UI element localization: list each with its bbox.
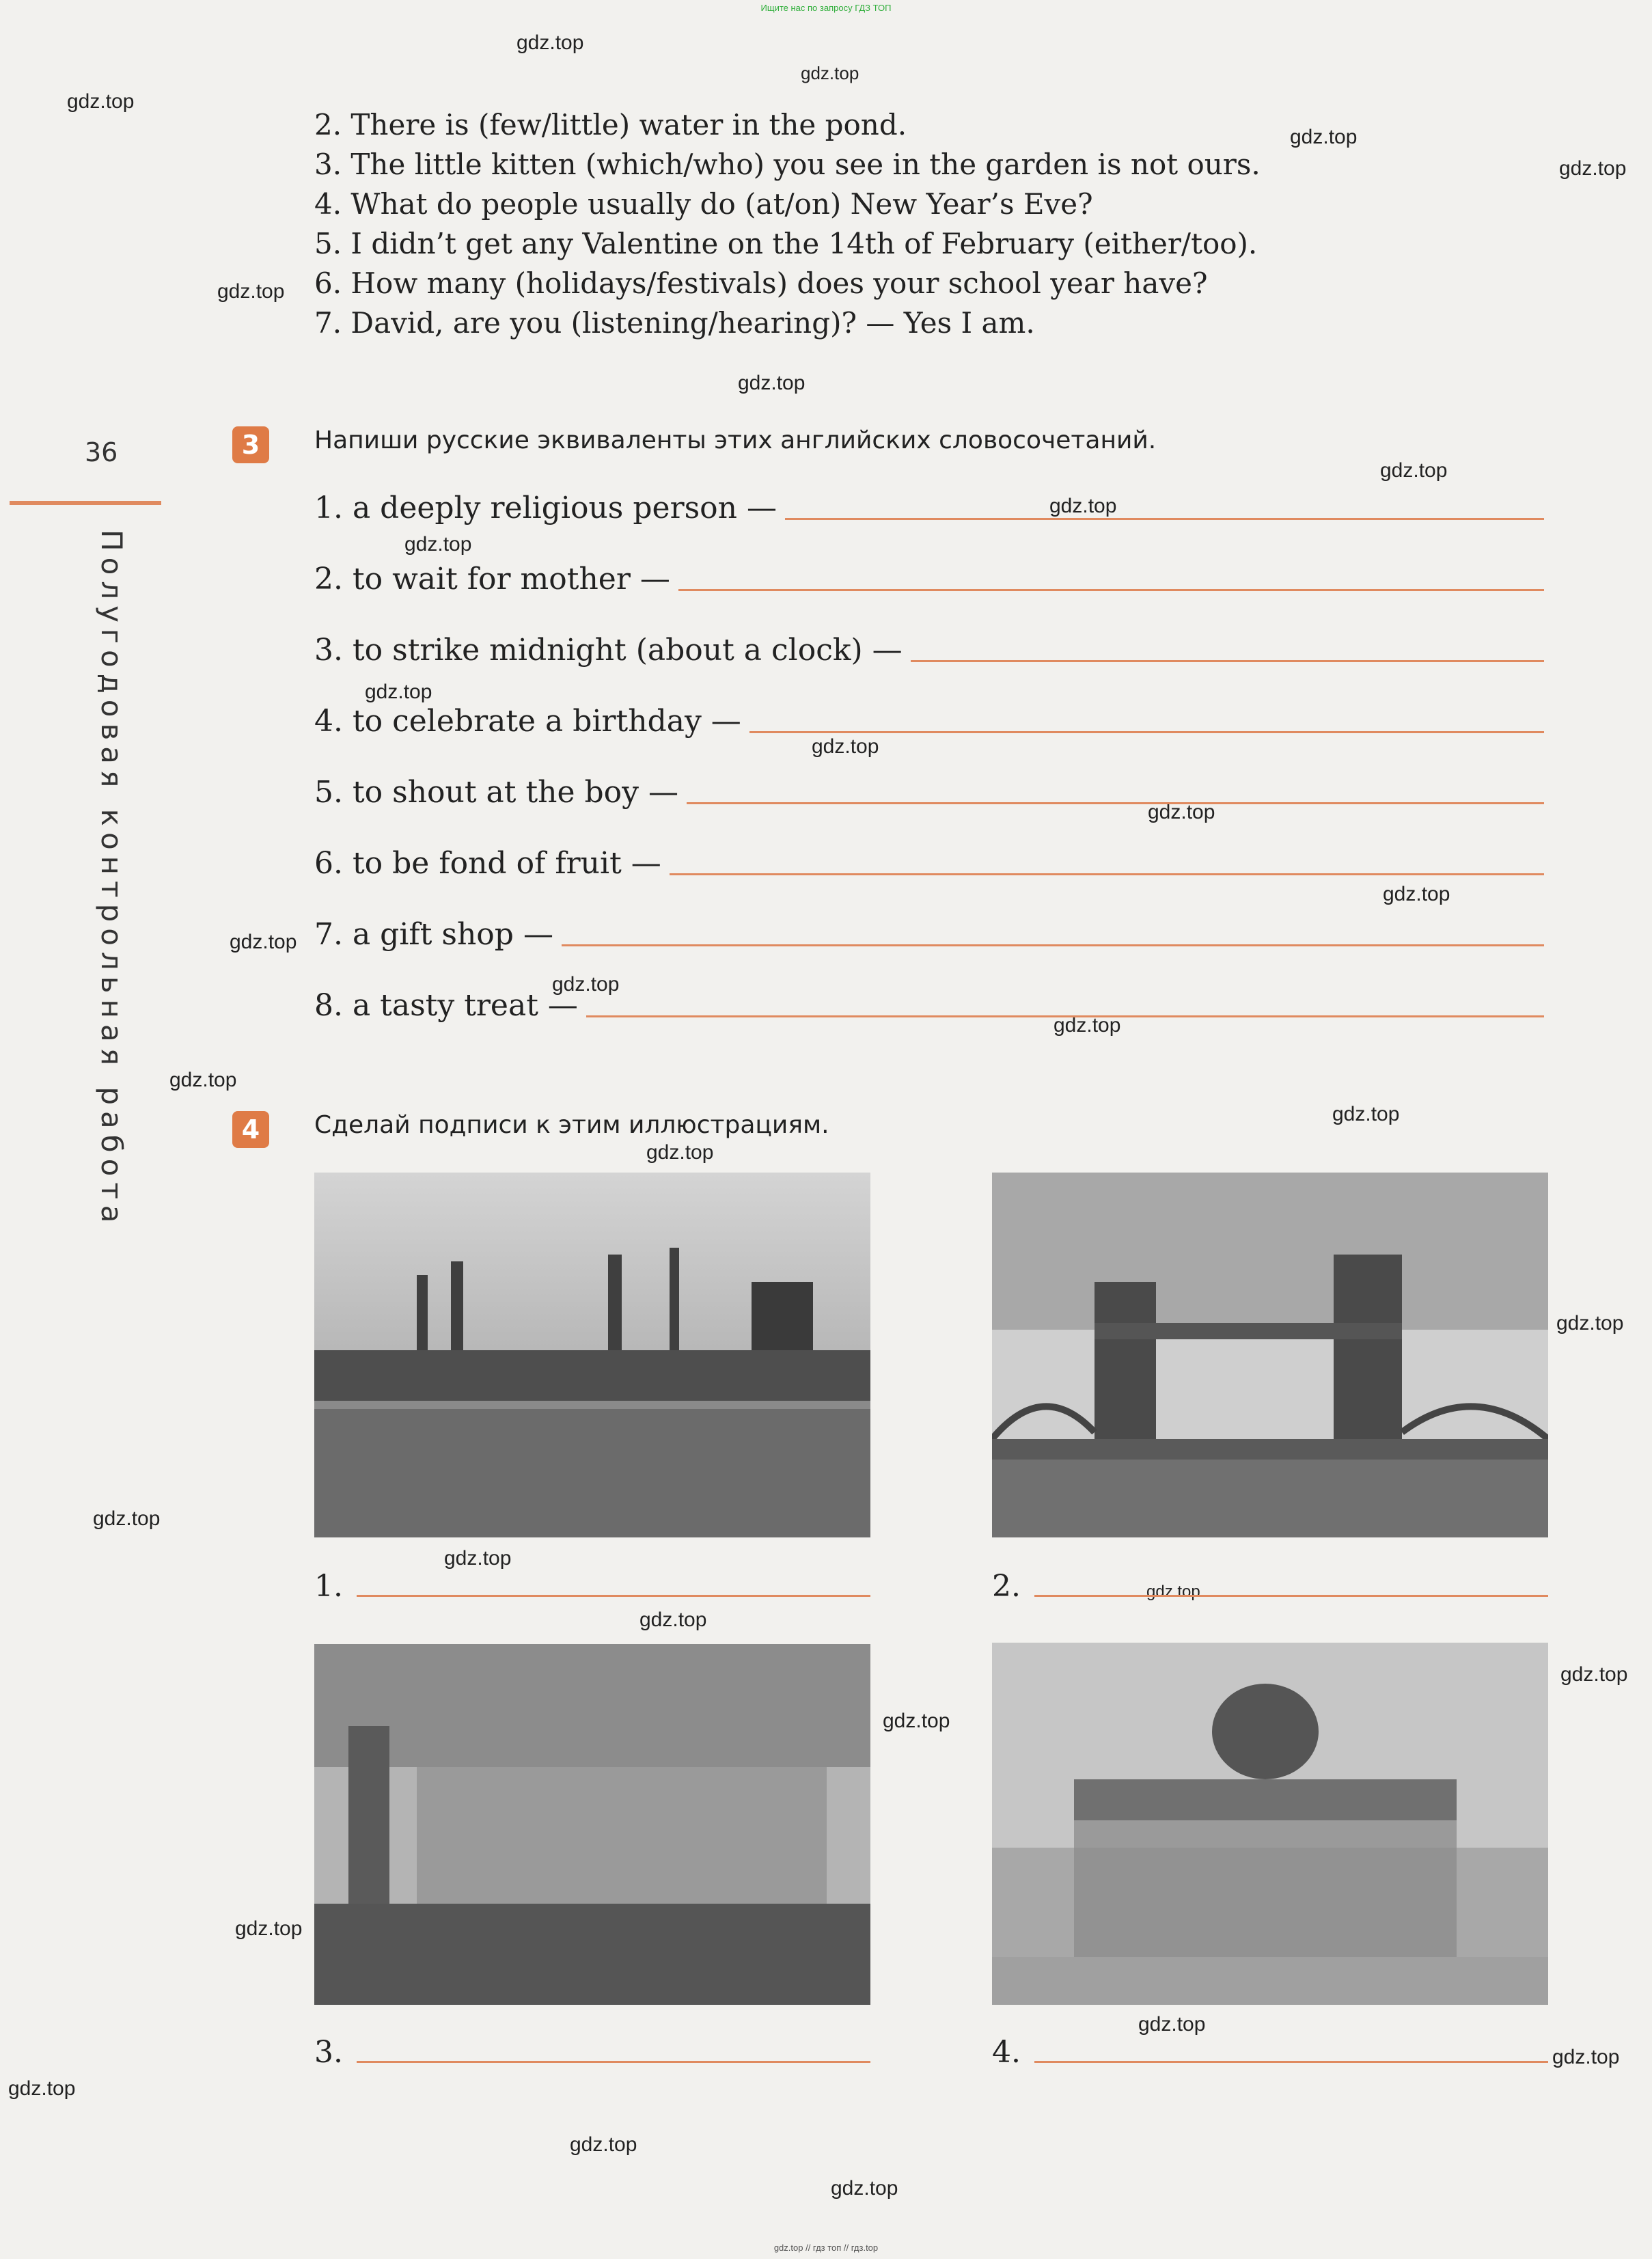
watermark: gdz.top (1148, 801, 1215, 823)
watermark: gdz.top (230, 931, 297, 953)
caption-number: 1. (314, 1569, 343, 1604)
watermark: gdz.top (831, 2177, 898, 2200)
answer-line[interactable] (785, 517, 1544, 520)
exercise3-phrase: 6. to be fond of fruit — (314, 846, 661, 881)
answer-line[interactable] (670, 873, 1544, 875)
exercise3-phrase: 5. to shout at the boy — (314, 775, 678, 810)
exercise2-item: 4. What do people usually do (at/on) New Year’s Eve? (314, 187, 1093, 221)
exercise2-item: 6. How many (holidays/festivals) does your school year have? (314, 266, 1208, 300)
exercise3-row (314, 491, 1544, 525)
watermark: gdz.top (1559, 157, 1627, 180)
exercise4-number-badge: 4 (232, 1111, 269, 1148)
caption-line[interactable] (357, 2060, 870, 2063)
watermark: gdz.top (1552, 2046, 1620, 2068)
watermark: gdz.top (1332, 1103, 1400, 1125)
page-number: 36 (85, 437, 118, 467)
exercise3-phrase: 8. a tasty treat — (314, 988, 578, 1023)
watermark: gdz.top (404, 533, 472, 556)
watermark: gdz.top (217, 280, 285, 303)
photo-buckingham-palace (314, 1644, 870, 2005)
answer-line[interactable] (911, 659, 1544, 662)
watermark: gdz.top (1054, 1014, 1121, 1037)
exercise3-row (314, 704, 1544, 739)
photo-national-gallery (992, 1643, 1548, 2005)
exercise3-instruction: Напиши русские эквиваленты этих английских словосочетаний. (314, 426, 1157, 454)
watermark: gdz.top (67, 90, 135, 113)
bottom-banner[interactable]: gdz.top // гдз топ // гдз.top (773, 2243, 879, 2253)
exercise3-row (314, 775, 1544, 810)
caption-row (314, 2035, 870, 2070)
watermark: gdz.top (8, 2077, 76, 2100)
exercise3-phrase: 4. to celebrate a birthday — (314, 704, 741, 739)
caption-row (992, 1569, 1548, 1604)
exercise3-row (314, 917, 1544, 952)
exercise3-phrase: 2. to wait for mother — (314, 562, 670, 597)
caption-line[interactable] (1034, 1594, 1548, 1597)
answer-line[interactable] (562, 944, 1544, 946)
watermark: gdz.top (1290, 126, 1358, 148)
exercise4-instruction: Сделай подписи к этим иллюстрациям. (314, 1111, 829, 1139)
exercise3-phrase: 1. a deeply religious person — (314, 491, 777, 525)
exercise3-phrase: 3. to strike midnight (about a clock) — (314, 633, 903, 668)
caption-line[interactable] (357, 1594, 870, 1597)
watermark: gdz.top (646, 1141, 714, 1164)
answer-line[interactable] (678, 588, 1544, 591)
exercise3-row (314, 633, 1544, 668)
exercise3-row (314, 846, 1544, 881)
watermark: gdz.top (1556, 1312, 1624, 1334)
caption-row (314, 1569, 870, 1604)
exercise3-number-badge: 3 (232, 426, 269, 463)
watermark: gdz.top (93, 1507, 161, 1530)
watermark: gdz.top (235, 1917, 303, 1940)
side-section-label: Полугодовая контрольная работа (95, 530, 128, 1229)
watermark: gdz.top (801, 63, 859, 83)
watermark: gdz.top (552, 973, 620, 996)
exercise2-item: 3. The little kitten (which/who) you see in the garden is not ours. (314, 148, 1261, 181)
exercise2-item: 5. I didn’t get any Valentine on the 14th of February (either/too). (314, 227, 1258, 260)
caption-number: 2. (992, 1569, 1021, 1604)
watermark: gdz.top (738, 372, 806, 394)
watermark: gdz.top (883, 1710, 950, 1732)
watermark: gdz.top (1383, 883, 1450, 905)
top-banner[interactable]: Ищите нас по запросу ГДЗ ТОП (760, 3, 892, 13)
margin-rule (10, 501, 161, 505)
watermark: gdz.top (1380, 459, 1448, 482)
exercise3-phrase: 7. a gift shop — (314, 917, 553, 952)
watermark: gdz.top (1049, 495, 1117, 517)
caption-line[interactable] (1034, 2060, 1548, 2063)
watermark: gdz.top (570, 2133, 637, 2156)
watermark: gdz.top (1560, 1663, 1628, 1686)
photo-houses-of-parliament (314, 1173, 870, 1537)
watermark: gdz.top (365, 681, 432, 703)
caption-number: 4. (992, 2035, 1021, 2070)
answer-line[interactable] (749, 730, 1544, 733)
watermark: gdz.top (812, 735, 879, 758)
exercise3-row (314, 988, 1544, 1023)
photo-tower-bridge (992, 1173, 1548, 1537)
exercise2-item: 7. David, are you (listening/hearing)? — Yes I am. (314, 306, 1035, 340)
exercise2-item: 2. There is (few/little) water in the pond. (314, 108, 907, 141)
watermark: gdz.top (169, 1069, 237, 1091)
caption-number: 3. (314, 2035, 343, 2070)
answer-line[interactable] (586, 1015, 1544, 1017)
watermark: gdz.top (517, 31, 584, 54)
caption-row (992, 2035, 1548, 2070)
watermark: gdz.top (444, 1547, 512, 1570)
answer-line[interactable] (687, 802, 1544, 804)
watermark: gdz.top (639, 1608, 707, 1631)
watermark: gdz.top (1138, 2013, 1206, 2036)
exercise3-row (314, 562, 1544, 597)
watermark: gdz.top (1146, 1583, 1200, 1601)
